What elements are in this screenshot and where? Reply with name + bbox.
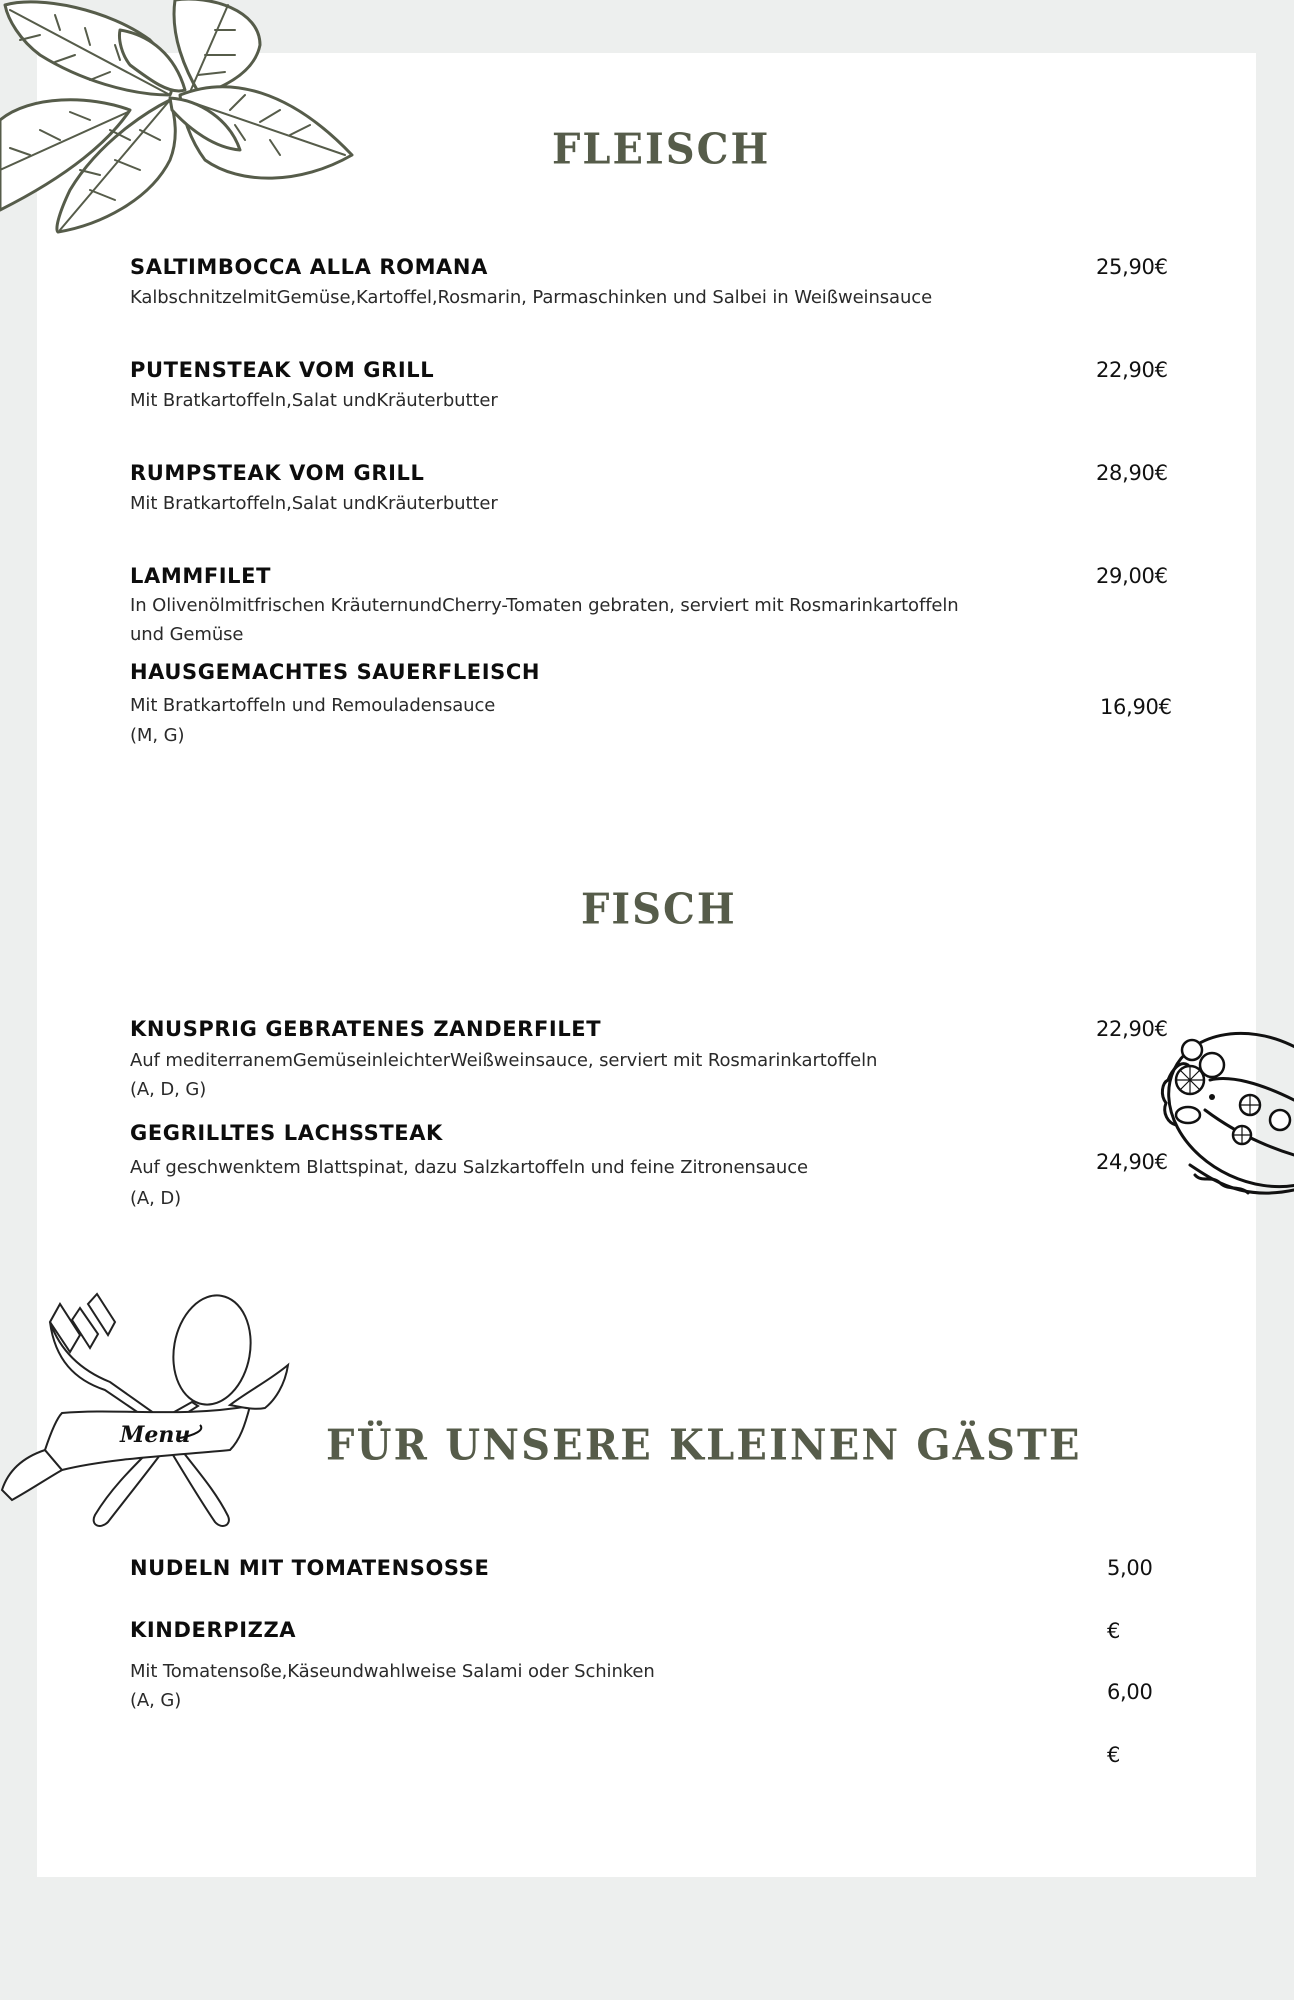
menu-item-description: Mit Bratkartoffeln,Salat undKräuterbutter xyxy=(130,390,498,411)
menu-item-name: HAUSGEMACHTES SAUERFLEISCH xyxy=(130,660,541,684)
menu-item-price: 24,90€ xyxy=(1096,1150,1168,1174)
basil-leaves-icon xyxy=(0,0,360,240)
menu-item-allergens: (M, G) xyxy=(130,725,185,746)
menu-item-name: PUTENSTEAK VOM GRILL xyxy=(130,358,435,382)
menu-item-name: LAMMFILET xyxy=(130,564,272,588)
menu-item-price: 25,90€ xyxy=(1096,255,1168,279)
menu-item-description: Mit Bratkartoffeln und Remouladensauce xyxy=(130,695,496,716)
menu-item-name: RUMPSTEAK VOM GRILL xyxy=(130,461,425,485)
menu-item-allergens: (A, D) xyxy=(130,1188,182,1209)
menu-item-allergens: (A, D, G) xyxy=(130,1079,207,1100)
menu-item-description: KalbschnitzelmitGemüse,Kartoffel,Rosmarin, Parmaschinken und Salbei in Weißweinsauce xyxy=(130,287,933,308)
menu-item-price: 22,90€ xyxy=(1096,1017,1168,1041)
menu-card xyxy=(37,53,1256,1877)
menu-item-allergens: (A, G) xyxy=(130,1690,182,1711)
section-title-kinder: FÜR UNSERE KLEINEN GÄSTE xyxy=(326,1420,1082,1471)
cutlery-menu-icon xyxy=(0,1290,300,1540)
menu-item-price: 5,00 xyxy=(1107,1556,1153,1580)
menu-item-price: 28,90€ xyxy=(1096,461,1168,485)
menu-item-price: 16,90€ xyxy=(1100,695,1172,719)
menu-item-name: KINDERPIZZA xyxy=(130,1618,297,1642)
section-title-fleisch: FLEISCH xyxy=(552,124,771,175)
menu-item-description: In Olivenölmitfrischen KräuternundCherry-Tomaten gebraten, serviert mit Rosmarinkartoffeln xyxy=(130,595,959,616)
menu-item-price: 22,90€ xyxy=(1096,358,1168,382)
menu-item-description: Auf geschwenktem Blattspinat, dazu Salzkartoffeln und feine Zitronensauce xyxy=(130,1157,809,1178)
menu-item-name: SALTIMBOCCA ALLA ROMANA xyxy=(130,255,488,279)
menu-item-description: und Gemüse xyxy=(130,624,244,645)
menu-item-name: NUDELN MIT TOMATENSOSSE xyxy=(130,1556,490,1580)
menu-item-price: 29,00€ xyxy=(1096,564,1168,588)
fish-platter-icon xyxy=(1150,1025,1294,1205)
menu-item-description: Mit Bratkartoffeln,Salat undKräuterbutter xyxy=(130,493,498,514)
menu-item-name: KNUSPRIG GEBRATENES ZANDERFILET xyxy=(130,1017,602,1041)
menu-item-price: 6,00 xyxy=(1107,1680,1153,1704)
menu-item-description: Auf mediterranemGemüseinleichterWeißweinsauce, serviert mit Rosmarinkartoffeln xyxy=(130,1050,878,1071)
menu-item-name: GEGRILLTES LACHSSTEAK xyxy=(130,1121,443,1145)
menu-item-currency: € xyxy=(1107,1743,1121,1767)
menu-item-description: Mit Tomatensoße,Käseundwahlweise Salami oder Schinken xyxy=(130,1661,655,1682)
menu-ribbon-text: Menu xyxy=(120,1422,191,1448)
menu-item-currency: € xyxy=(1107,1619,1121,1643)
section-title-fisch: FISCH xyxy=(581,884,737,935)
